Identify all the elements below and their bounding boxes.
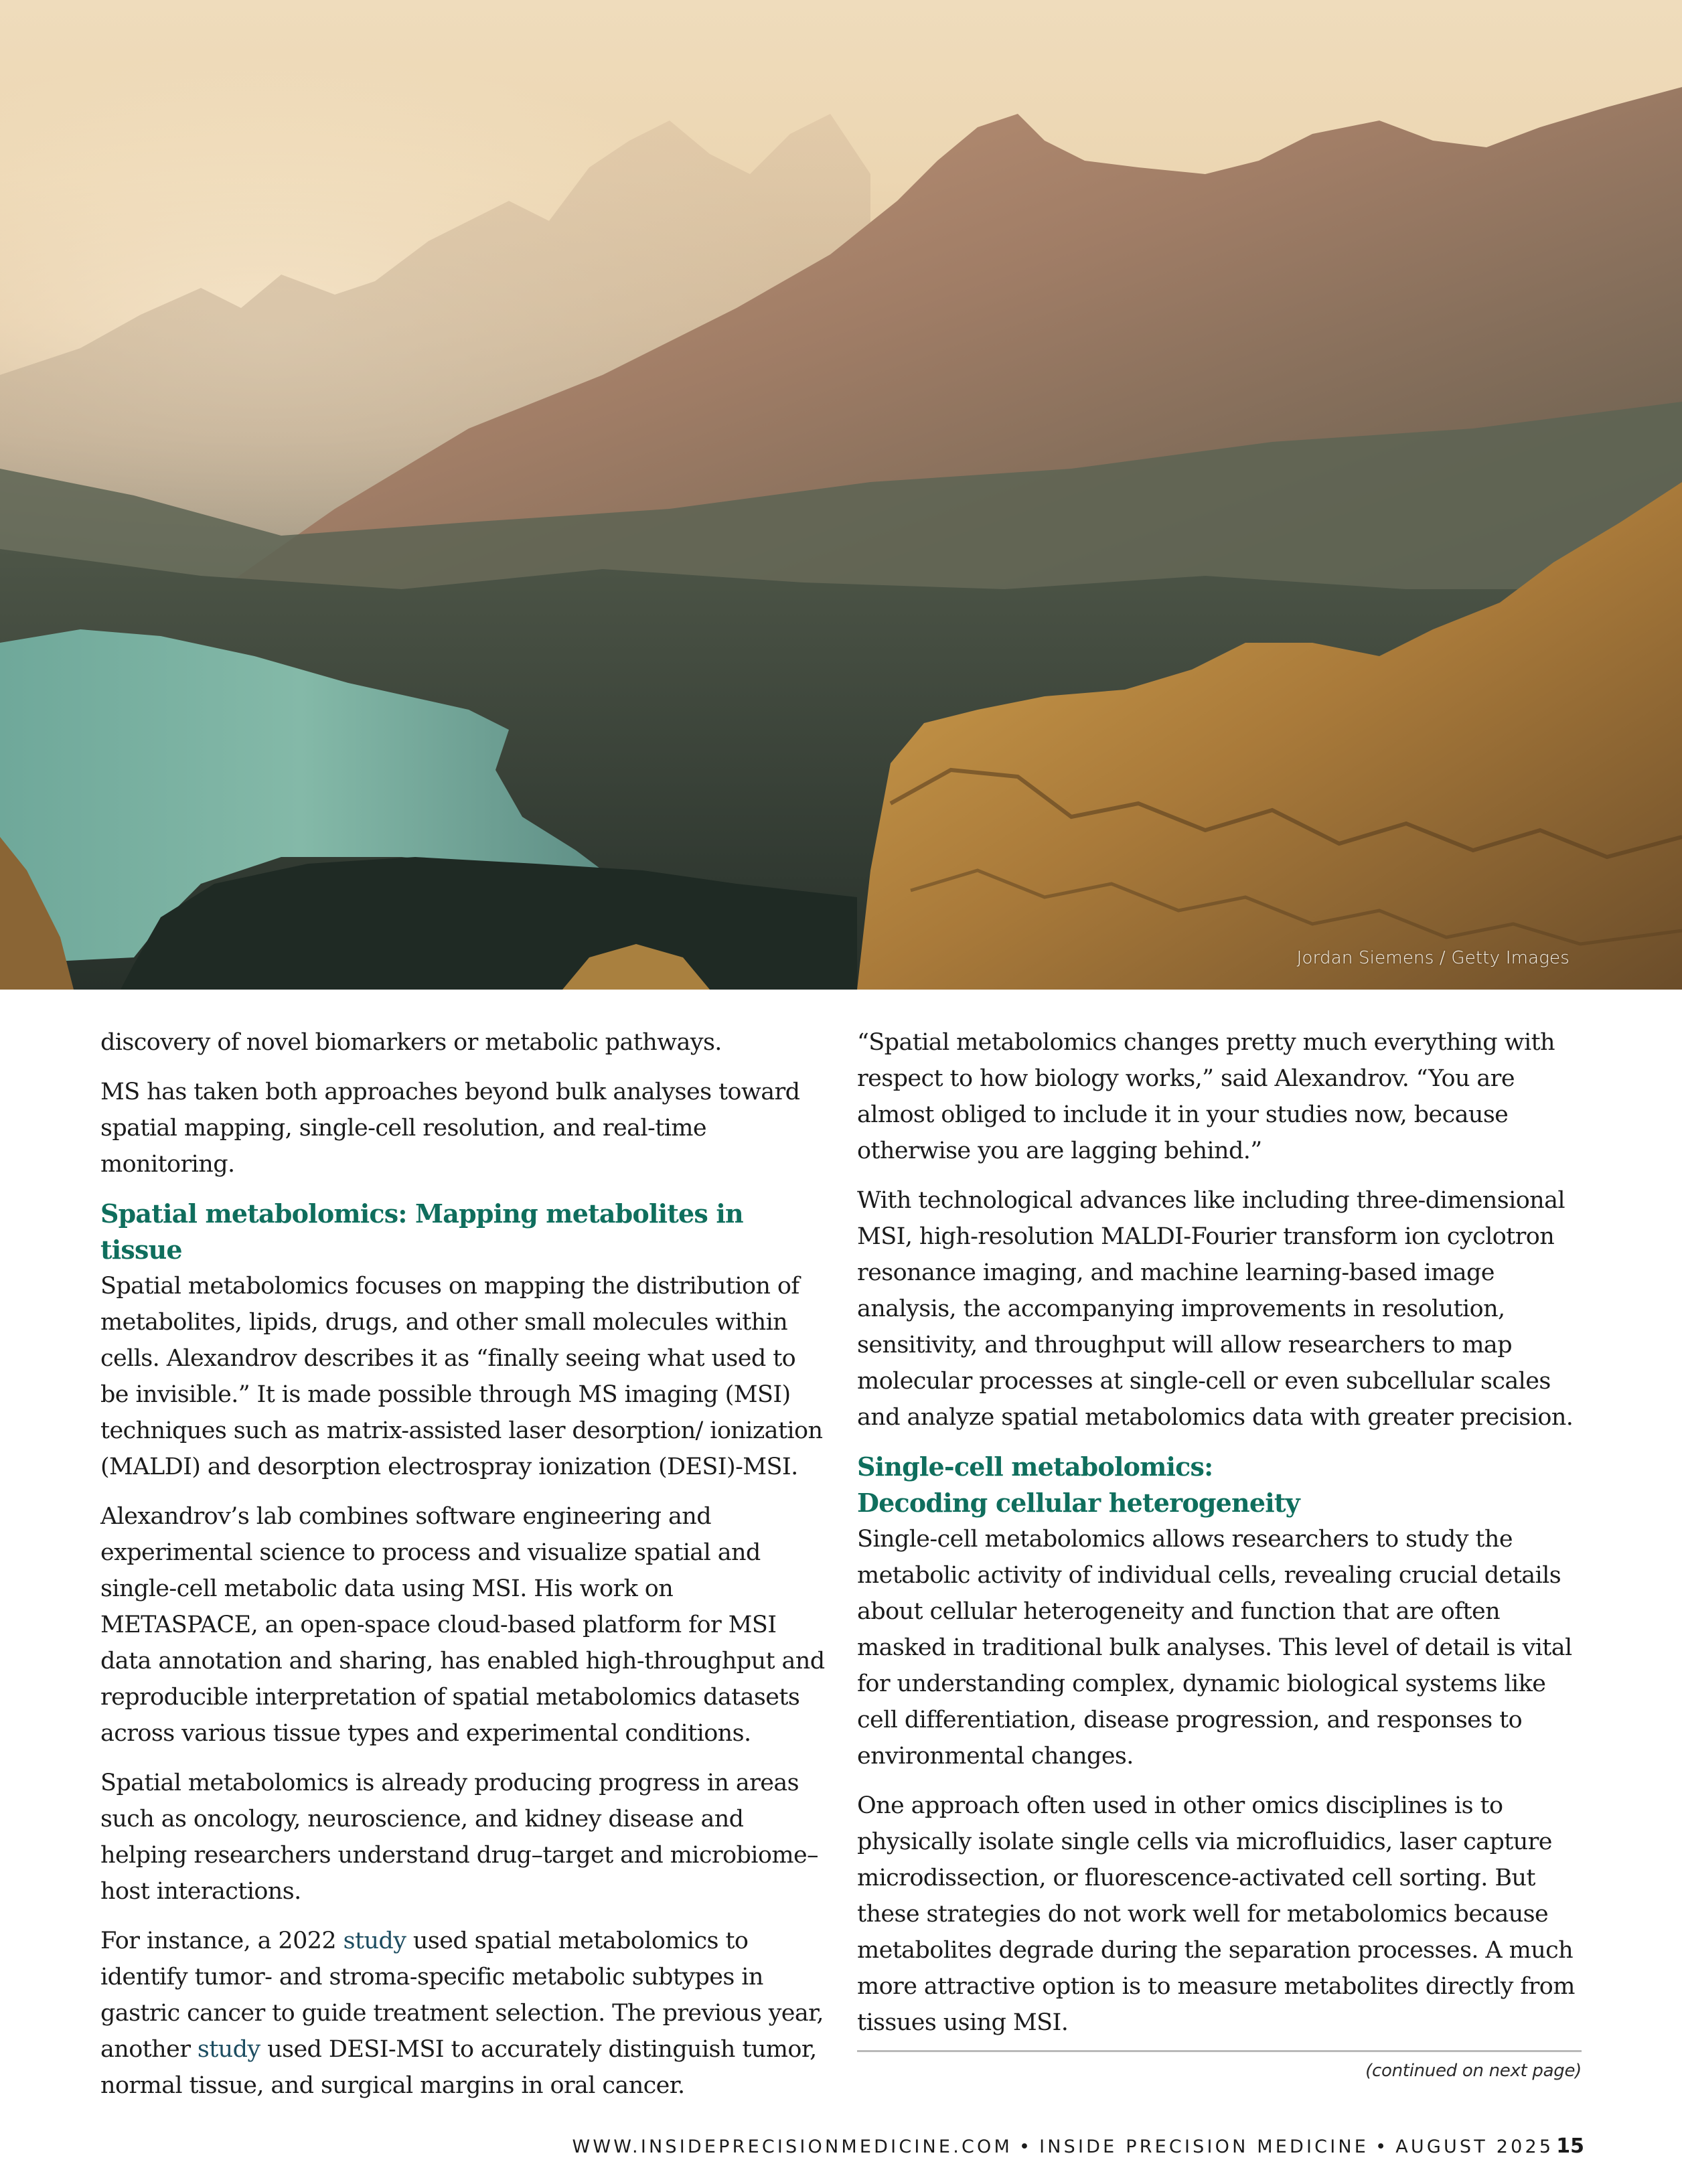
page-number: 15 — [1556, 2134, 1584, 2158]
section-heading-spatial-metabolomics: Spatial metabolomics: Mapping metabolites in tissue — [100, 1198, 743, 1265]
quote-paragraph: “Spatial metabolomics changes pretty much everything with respect to how biology works,” said Alexandrov. “You are almost obliged to include it in your studies now, because otherwise you are lagging behind.” — [857, 1029, 1555, 1164]
paragraph: MS has taken both approaches beyond bulk analyses toward spatial mapping, single-cell resolution, and real-time monitoring. — [100, 1079, 800, 1178]
photo-credit: Jordan Siemens / Getty Images — [1296, 948, 1570, 968]
study-link-2022[interactable]: study — [343, 1928, 406, 1954]
footer-separator: • — [1375, 2136, 1389, 2157]
text-span: For instance, a 2022 — [100, 1928, 343, 1954]
paragraph: Spatial metabolomics is already producing progress in areas such as oncology, neuroscience, and kidney disease and helping researchers understand drug–target and microbiome–host interactions. — [100, 1770, 818, 1905]
text-span: used spatial metabolomics to identify tumor- and stroma-specific metabolic subtypes in gastric cancer to guide treatment selection. The previous year, another — [100, 1928, 824, 2063]
study-link-previous-year[interactable]: study — [197, 2036, 260, 2063]
paragraph-with-links — [100, 1923, 830, 2104]
divider-rule — [857, 2050, 1582, 2052]
section-heading-single-cell-metabolomics — [857, 1449, 1584, 1521]
paragraph: Spatial metabolomics focuses on mapping the distribution of metabolites, lipids, drugs, and other small molecules within cells. Alexandrov describes it as “finally seeing what used to be invisible.” It is made possible through MS imaging (MSI) techniques such as matrix-assisted laser desorption/ ionization (MALDI) and desorption electrospray ionization (DESI)-MSI. — [100, 1273, 823, 1480]
footer-issue: AUGUST 2025 — [1395, 2136, 1554, 2157]
mountain-landscape-illustration — [0, 0, 1682, 990]
article-column-left — [100, 1024, 830, 2117]
continued-note: (continued on next page) — [1365, 2061, 1582, 2081]
heading-line: Single-cell metabolomics: — [857, 1452, 1213, 1482]
paragraph: One approach often used in other omics disciplines is to physically isolate single cells via microfluidics, laser capture microdissection, or fluorescence-activated cell sorting. But these strategies do not work well for metabolomics because metabolites degrade during the separation processes. A much more attractive option is to measure metabolites directly from tissues using MSI. — [857, 1792, 1575, 2036]
hero-photo — [0, 0, 1682, 990]
paragraph: With technological advances like including three-dimensional MSI, high-resolution MALDI-Fourier transform ion cyclotron resonance imaging, and machine learning-based image analysis, the accompanying improvements in resolution, sensitivity, and throughput will allow researchers to map molecular processes at single-cell or even subcellular scales and analyze spatial metabolomics data with greater precision. — [857, 1187, 1574, 1431]
footer-website: WWW.INSIDEPRECISIONMEDICINE.COM — [572, 2136, 1012, 2157]
page-footer — [572, 2134, 1584, 2158]
heading-line: Decoding cellular heterogeneity — [857, 1488, 1300, 1518]
paragraph: Single-cell metabolomics allows researchers to study the metabolic activity of individual cells, revealing crucial details about cellular heterogeneity and function that are often masked in traditional bulk analyses. This level of detail is vital for understanding complex, dynamic biological systems like cell differentiation, disease progression, and responses to environmental changes. — [857, 1526, 1572, 1770]
article-column-right — [857, 1024, 1584, 2054]
text-span: used DESI-MSI to accurately distinguish tumor, normal tissue, and surgical margins in oral cancer. — [100, 2036, 817, 2099]
paragraph: discovery of novel biomarkers or metabolic pathways. — [100, 1029, 722, 1056]
footer-publication: INSIDE PRECISION MEDICINE — [1039, 2136, 1369, 2157]
paragraph: Alexandrov’s lab combines software engineering and experimental science to process and visualize spatial and single-cell metabolic data using MSI. His work on METASPACE, an open-space cloud-based platform for MSI data annotation and sharing, has enabled high-throughput and reproducible interpretation of spatial metabolomics datasets across various tissue types and experimental conditions. — [100, 1503, 825, 1747]
footer-separator: • — [1018, 2136, 1033, 2157]
